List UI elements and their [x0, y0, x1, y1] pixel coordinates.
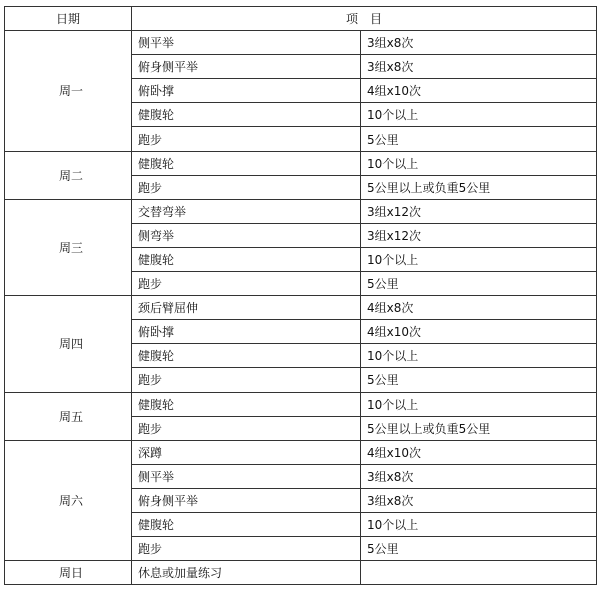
day-cell: 周五 [5, 392, 132, 440]
exercise-cell: 休息或加量练习 [132, 561, 361, 585]
amount-cell: 5公里 [361, 368, 597, 392]
amount-cell: 3组x8次 [361, 55, 597, 79]
amount-cell: 10个以上 [361, 103, 597, 127]
exercise-cell: 健腹轮 [132, 512, 361, 536]
exercise-cell: 俯卧撑 [132, 79, 361, 103]
amount-cell: 3组x12次 [361, 199, 597, 223]
day-cell: 周日 [5, 561, 132, 585]
table-row [5, 151, 597, 175]
exercise-cell: 俯身侧平举 [132, 488, 361, 512]
amount-cell: 5公里以上或负重5公里 [361, 175, 597, 199]
exercise-cell: 健腹轮 [132, 247, 361, 271]
day-cell: 周三 [5, 199, 132, 295]
day-cell: 周四 [5, 296, 132, 392]
table-row [5, 392, 597, 416]
exercise-cell: 健腹轮 [132, 392, 361, 416]
day-cell: 周六 [5, 440, 132, 560]
amount-cell: 4组x10次 [361, 320, 597, 344]
amount-cell: 3组x8次 [361, 31, 597, 55]
amount-cell: 3组x12次 [361, 223, 597, 247]
exercise-cell: 侧平举 [132, 31, 361, 55]
amount-cell: 5公里 [361, 127, 597, 151]
exercise-cell: 健腹轮 [132, 151, 361, 175]
exercise-cell: 跑步 [132, 127, 361, 151]
exercise-cell: 俯卧撑 [132, 320, 361, 344]
amount-cell: 4组x10次 [361, 440, 597, 464]
exercise-cell: 跑步 [132, 272, 361, 296]
amount-cell: 5公里 [361, 272, 597, 296]
workout-schedule-table [4, 6, 597, 585]
amount-cell: 10个以上 [361, 512, 597, 536]
amount-cell: 10个以上 [361, 392, 597, 416]
table-row [5, 199, 597, 223]
exercise-cell: 交替弯举 [132, 199, 361, 223]
exercise-cell: 跑步 [132, 175, 361, 199]
amount-cell [361, 561, 597, 585]
exercise-cell: 颈后臂屈伸 [132, 296, 361, 320]
table-row [5, 296, 597, 320]
amount-cell: 10个以上 [361, 151, 597, 175]
exercise-cell: 健腹轮 [132, 103, 361, 127]
table-header-row [5, 7, 597, 31]
table-row [5, 440, 597, 464]
amount-cell: 4组x10次 [361, 79, 597, 103]
amount-cell: 3组x8次 [361, 488, 597, 512]
exercise-cell: 侧平举 [132, 464, 361, 488]
amount-cell: 5公里以上或负重5公里 [361, 416, 597, 440]
exercise-cell: 跑步 [132, 416, 361, 440]
day-cell: 周二 [5, 151, 132, 199]
day-cell: 周一 [5, 31, 132, 151]
item-column-header: 项 目 [132, 7, 597, 31]
amount-cell: 3组x8次 [361, 464, 597, 488]
date-column-header: 日期 [5, 7, 132, 31]
exercise-cell: 健腹轮 [132, 344, 361, 368]
table-row [5, 561, 597, 585]
exercise-cell: 俯身侧平举 [132, 55, 361, 79]
exercise-cell: 侧弯举 [132, 223, 361, 247]
schedule-body [5, 31, 597, 585]
amount-cell: 10个以上 [361, 344, 597, 368]
amount-cell: 5公里 [361, 537, 597, 561]
exercise-cell: 深蹲 [132, 440, 361, 464]
table-row [5, 31, 597, 55]
amount-cell: 10个以上 [361, 247, 597, 271]
exercise-cell: 跑步 [132, 537, 361, 561]
amount-cell: 4组x8次 [361, 296, 597, 320]
exercise-cell: 跑步 [132, 368, 361, 392]
